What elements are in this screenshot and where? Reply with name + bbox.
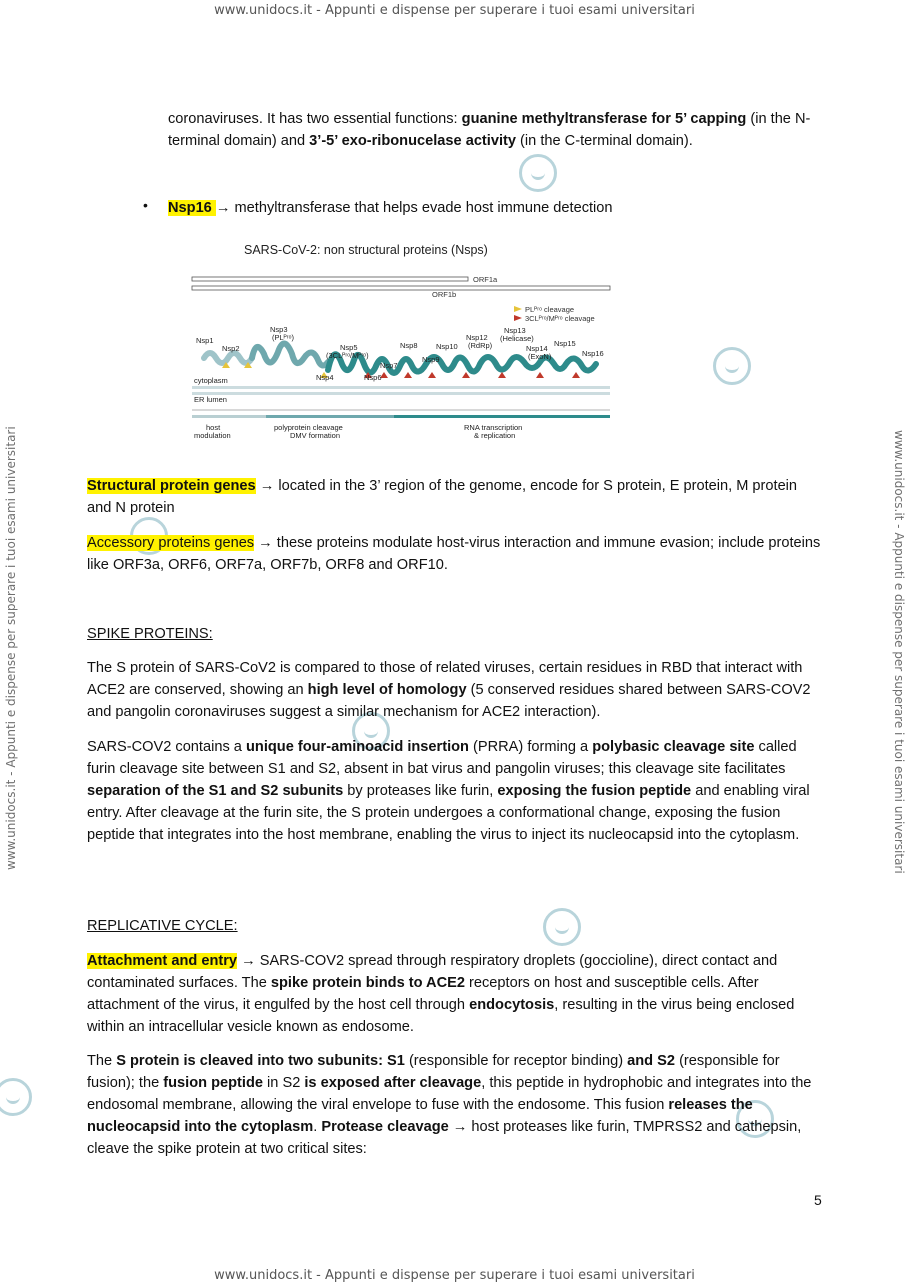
accessory-genes-paragraph: Accessory proteins genes → these proteins modulate host-virus interaction and immune evasion; include proteins like ORF3a, ORF6, ORF7a, ORF7b, ORF8 and ORF10.	[87, 535, 821, 573]
svg-text:Nsp3: Nsp3	[270, 325, 288, 334]
svg-text:cytoplasm: cytoplasm	[194, 376, 228, 385]
svg-text:Nsp10: Nsp10	[436, 342, 458, 351]
spike-heading: SPIKE PROTEINS:	[87, 626, 213, 642]
svg-text:Nsp2: Nsp2	[222, 344, 240, 353]
watermark-top: www.unidocs.it - Appunti e dispense per superare i tuoi esami universitari	[214, 3, 695, 18]
svg-text:(3CLᴾʳᵒ/Mᴾʳᵒ): (3CLᴾʳᵒ/Mᴾʳᵒ)	[326, 351, 369, 360]
orf1b-bar	[192, 286, 610, 290]
svg-text:Nsp4: Nsp4	[316, 373, 334, 382]
watermark-right: www.unidocs.it - Appunti e dispense per superare i tuoi esami universitari	[892, 430, 906, 874]
nsp16-item: Nsp16 → methyltransferase that helps evade host immune detection	[168, 200, 613, 216]
svg-text:& replication: & replication	[474, 431, 516, 440]
figure-title: SARS-CoV-2: non structural proteins (Nsps)	[244, 243, 488, 257]
svg-text:Nsp12: Nsp12	[466, 333, 488, 342]
orf1a-label: ORF1a	[473, 275, 498, 284]
svg-text:Nsp6: Nsp6	[364, 373, 382, 382]
phase-host-bar	[192, 415, 266, 418]
nsp16-label: Nsp16	[168, 200, 216, 216]
phase-rna-bar	[394, 415, 610, 418]
orf1b-label: ORF1b	[432, 290, 457, 299]
structural-genes-paragraph: Structural protein genes → located in the 3’ region of the genome, encode for S protein, E protein, M protein and N protein	[87, 478, 798, 516]
svg-text:Nsp15: Nsp15	[554, 339, 576, 348]
unidocs-logo-icon	[543, 908, 581, 946]
nsp-figure	[186, 240, 614, 444]
nsp3-4-chain	[252, 343, 328, 365]
pl-cleavage-marker	[514, 306, 522, 312]
svg-text:Nsp7: Nsp7	[380, 361, 398, 370]
replicative-paragraph-2: The S protein is cleaved into two subunits: S1 (responsible for receptor binding) and S2 (responsible for fusion); the fusion peptide in S2 is exposed after cleavage, this peptide in hydrophobic and integrates into the endosomal membrane, allowing the viral envelope to fuse with the endosome. This fusion releases the nucleocapsid into the cytoplasm. Protease cleavage → host proteases like furin, TMPRSS2 and cathepsin, cleave the spike protein at two critical sites:	[87, 1053, 812, 1157]
accessory-genes-label: Accessory proteins genes	[87, 535, 255, 551]
bullet-dot: •	[143, 197, 148, 213]
attachment-entry-label: Attachment and entry	[87, 953, 238, 969]
unidocs-logo-icon	[0, 1078, 32, 1116]
replicative-paragraph-1: Attachment and entry → SARS-COV2 spread through respiratory droplets (goccioline), direct contact and contaminated surfaces. The spike protein binds to ACE2 receptors on host and susceptible cells. After attachment of the virus, it engulfed by the host cell through endocytosis, resulting in the virus being enclosed within an intracellular vesicle known as endosome.	[87, 953, 795, 1035]
svg-text:(ExoN): (ExoN)	[528, 352, 552, 361]
svg-text:RNA transcription: RNA transcription	[464, 423, 523, 432]
svg-text:ER lumen: ER lumen	[194, 395, 227, 404]
er-membrane-top	[192, 386, 610, 389]
page-number: 5	[814, 1192, 822, 1208]
svg-text:Nsp5: Nsp5	[340, 343, 358, 352]
spike-paragraph-1: The S protein of SARS-CoV2 is compared to those of related viruses, certain residues in RBD that interact with ACE2 are conserved, showing an high level of homology (5 conserved residues shared between SARS-COV2 and pangolin coronaviruses suggest a similar mechanism for ACE2 interaction).	[87, 660, 811, 720]
legend-pl: PLᴾʳᵒ cleavage	[525, 305, 575, 314]
unidocs-logo-icon	[519, 154, 557, 192]
nsp1-2-chain	[204, 353, 252, 363]
orf1a-bar	[192, 277, 468, 281]
watermark-left: www.unidocs.it - Appunti e dispense per superare i tuoi esami universitari	[4, 426, 18, 870]
replicative-heading: REPLICATIVE CYCLE:	[87, 918, 238, 934]
3cl-cleavage-marker	[514, 315, 522, 321]
svg-text:Nsp9: Nsp9	[422, 355, 440, 364]
nsp7-16-chain	[376, 357, 596, 373]
spike-paragraph-2: SARS-COV2 contains a unique four-aminoacid insertion (PRRA) forming a polybasic cleavage site called furin cleavage site between S1 and S2, absent in bat virus and pangolin viruses; this cleavage site facilitates separation of the S1 and S2 subunits by proteases like furin, exposing the fusion peptide and enabling viral entry. After cleavage at the furin site, the S protein undergoes a conformational change, exposing the fusion peptide that integrates into the host membrane, enabling the virus to inject its nucleocapsid into the cytoplasm.	[87, 739, 810, 843]
svg-text:(PLᴾʳᵒ): (PLᴾʳᵒ)	[272, 333, 294, 342]
svg-text:Nsp16: Nsp16	[582, 349, 604, 358]
svg-text:Nsp1: Nsp1	[196, 336, 214, 345]
unidocs-logo-icon	[713, 347, 751, 385]
svg-text:modulation: modulation	[194, 431, 231, 440]
svg-text:host: host	[206, 423, 221, 432]
phase-poly-bar	[266, 415, 394, 418]
svg-text:Nsp8: Nsp8	[400, 341, 418, 350]
er-membrane-mid	[192, 392, 610, 395]
svg-text:polyprotein cleavage: polyprotein cleavage	[274, 423, 343, 432]
svg-text:Nsp13: Nsp13	[504, 326, 526, 335]
watermark-bottom: www.unidocs.it - Appunti e dispense per superare i tuoi esami universitari	[214, 1268, 695, 1283]
intro-paragraph: coronaviruses. It has two essential functions: guanine methyltransferase for 5’ capping (in the N-terminal domain) and 3’-5’ exo-ribonucelase activity (in the C-terminal domain).	[168, 111, 811, 149]
structural-genes-label: Structural protein genes	[87, 478, 256, 494]
svg-text:(Helicase): (Helicase)	[500, 334, 534, 343]
legend-3cl: 3CLᴾʳᵒ/Mᴾʳᵒ cleavage	[525, 314, 595, 323]
svg-text:DMV formation: DMV formation	[290, 431, 341, 440]
svg-text:(RdRp): (RdRp)	[468, 341, 493, 350]
svg-text:Nsp14: Nsp14	[526, 344, 548, 353]
